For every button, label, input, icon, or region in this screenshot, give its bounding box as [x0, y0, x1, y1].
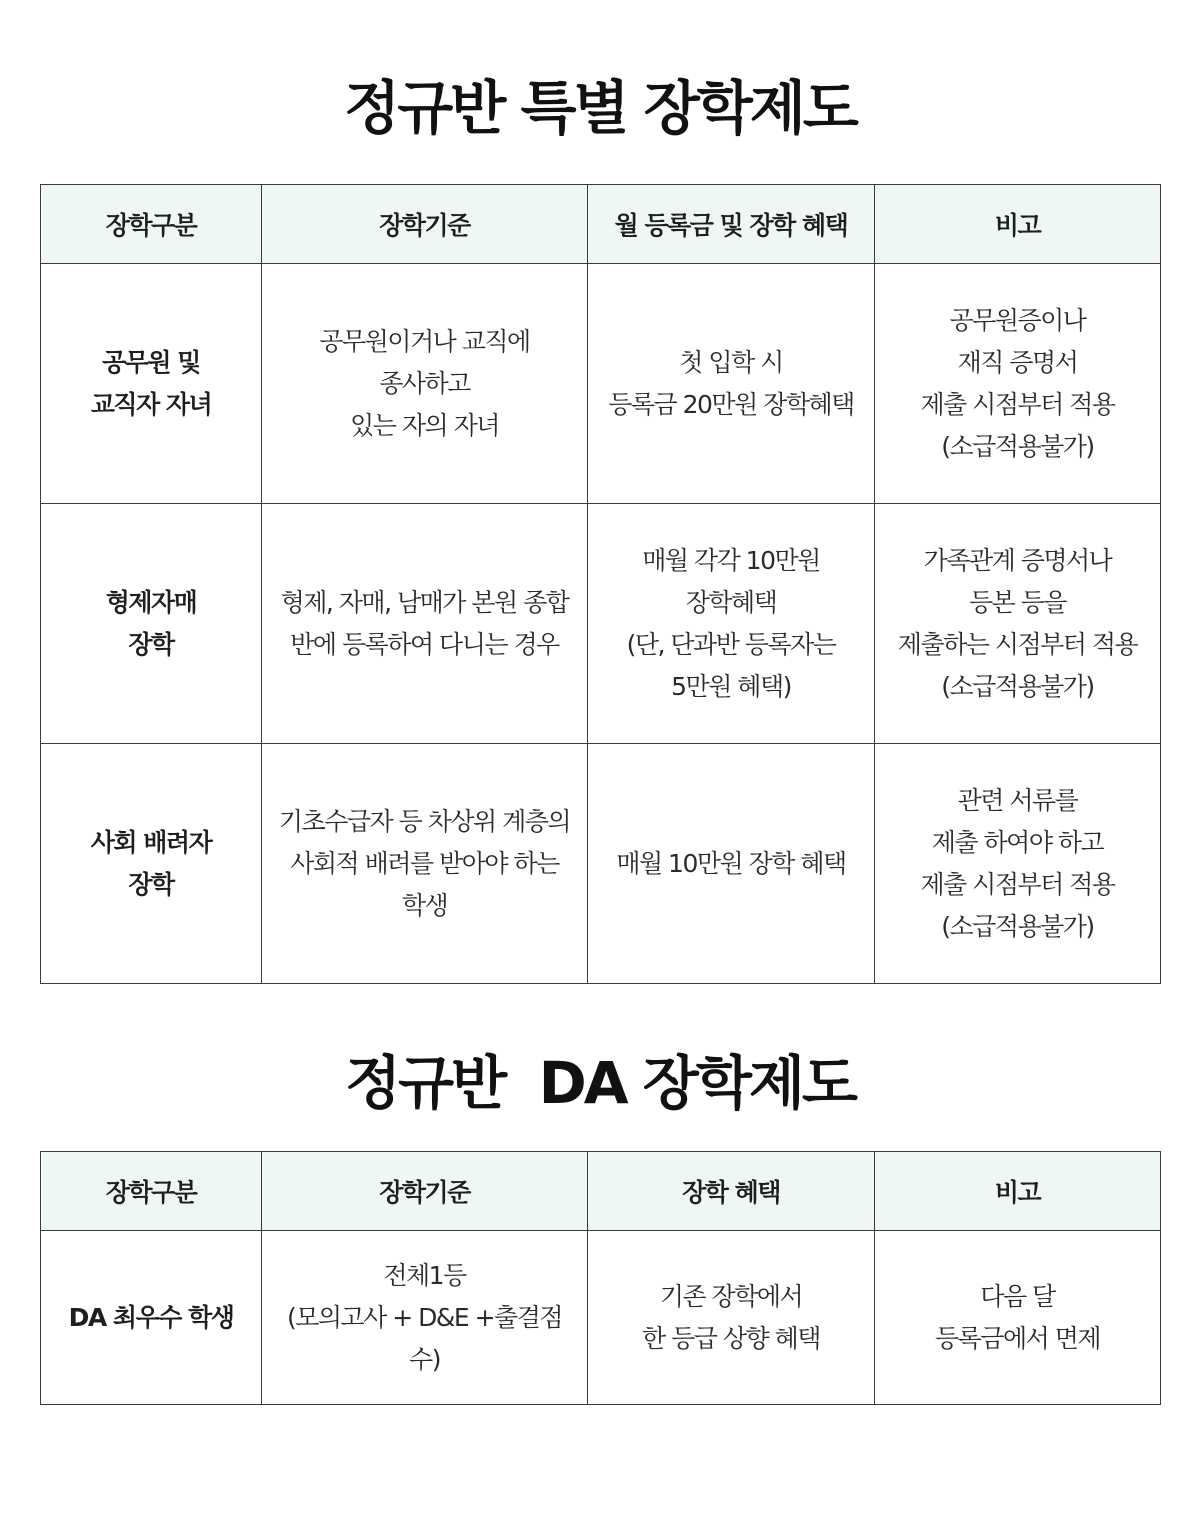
header-category: 장학구분 [41, 185, 262, 264]
cell-text: 공무원 및 교직자 자녀 [90, 347, 212, 419]
cell-text: 관련 서류를 제출 하여야 하고 제출 시점부터 적용 (소급적용불가) [920, 785, 1115, 941]
cell-text: 첫 입학 시 등록금 20만원 장학혜택 [608, 347, 854, 419]
da-scholarship-title: 정규반 DA 장학제도 [345, 1049, 855, 1117]
cell-text: 형제자매 장학 [105, 587, 197, 659]
cell-text: 기존 장학에서 한 등급 상향 혜택 [642, 1281, 820, 1353]
header-criteria: 장학기준 [262, 185, 588, 264]
table-row [41, 264, 1161, 504]
row-criteria [262, 744, 588, 984]
row-category [41, 504, 262, 744]
row-benefit [588, 504, 875, 744]
cell-text: 매월 10만원 장학 혜택 [616, 848, 846, 878]
cell-text: 매월 각각 10만원 장학혜택 (단, 단과반 등록자는 5만원 혜택) [626, 545, 836, 701]
cell-text: 공무원이거나 교직에 종사하고 있는 자의 자녀 [319, 326, 530, 440]
row-criteria [262, 264, 588, 504]
cell-text: 기초수급자 등 차상위 계층의 사회적 배려를 받아야 하는 학생 [278, 806, 571, 920]
table-header-row [41, 185, 1161, 264]
row-benefit [588, 264, 875, 504]
table-row [41, 504, 1161, 744]
row-criteria [262, 504, 588, 744]
table-header-row [41, 1152, 1161, 1231]
header-category: 장학구분 [41, 1152, 262, 1231]
cell-text: 전체1등 (모의고사 + D&E +출결점수) [286, 1260, 563, 1374]
row-criteria [262, 1231, 588, 1405]
cell-text: 공무원증이나 재직 증명서 제출 시점부터 적용 (소급적용불가) [920, 305, 1115, 461]
da-scholarship-table [40, 1151, 1161, 1405]
table-row [41, 744, 1161, 984]
row-benefit [588, 1231, 875, 1405]
row-benefit [588, 744, 875, 984]
cell-text: 가족관계 증명서나 등본 등을 제출하는 시점부터 적용 (소급적용불가) [897, 545, 1138, 701]
header-criteria: 장학기준 [262, 1152, 588, 1231]
row-category [41, 744, 262, 984]
cell-text: 형제, 자매, 남매가 본원 종합 반에 등록하여 다니는 경우 [280, 587, 569, 659]
row-category [41, 1231, 262, 1405]
table-row [41, 1231, 1161, 1405]
row-note [875, 744, 1161, 984]
row-note [875, 504, 1161, 744]
header-note: 비고 [875, 1152, 1161, 1231]
cell-text: DA 최우수 학생 [68, 1302, 234, 1332]
cell-text: 다음 달 등록금에서 면제 [935, 1281, 1100, 1353]
row-category [41, 264, 262, 504]
cell-text: 사회 배려자 장학 [90, 827, 212, 899]
header-note: 비고 [875, 185, 1161, 264]
header-benefit: 장학 혜택 [588, 1152, 875, 1231]
special-scholarship-table [40, 184, 1161, 984]
special-scholarship-title: 정규반 특별 장학제도 [344, 74, 856, 142]
row-note [875, 264, 1161, 504]
row-note [875, 1231, 1161, 1405]
header-benefit: 월 등록금 및 장학 혜택 [588, 185, 875, 264]
